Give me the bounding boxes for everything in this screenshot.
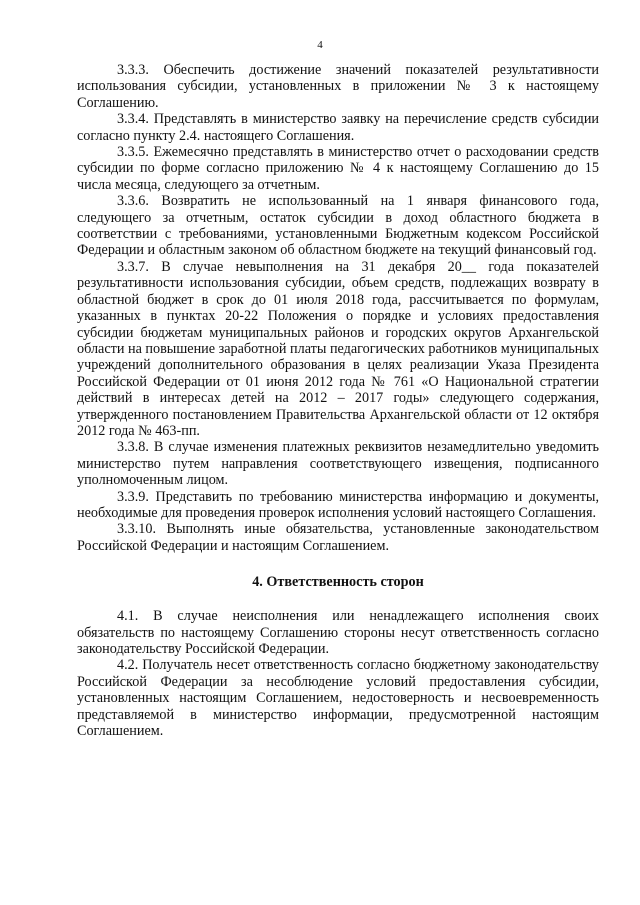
clause-3-3-10: 3.3.10. Выполнять иные обязательства, установленные законодательством Российской Федерации и настоящим Соглашением.	[77, 521, 599, 554]
document-body	[77, 62, 599, 739]
clause-3-3-7: 3.3.7. В случае невыполнения на 31 декабря 20__ года показателей результативности использования субсидии, объем средств, подлежащих возврату в областной бюджет в срок до 01 июля 2018 года, рассчитывается по формулам, указанных в пунктах 20-22 Положения о порядке и условиях предоставления субсидии бюджетам муниципальных районов и городских округов Архангельской области на повышение заработной платы педагогических работников муниципальных учреждений дополнительного образования в целях реализации Указа Президента Российской Федерации от 01 июня 2012 года № 761 «О Национальной стратегии действий в интересах детей на 2012 – 2017 годы» следующего содержания, утвержденного постановлением Правительства Архангельской области от 12 октября 2012 года № 463-пп.	[77, 258, 599, 439]
clause-3-3-5: 3.3.5. Ежемесячно представлять в министерство отчет о расходовании средств субсидии по форме согласно приложению № 4 к настоящему Соглашению до 15 числа месяца, следующего за отчетным.	[77, 144, 599, 193]
clause-4-1: 4.1. В случае неисполнения или ненадлежащего исполнения своих обязательств по настоящему Соглашению стороны несут ответственность согласно законодательству Российской Федерации.	[77, 608, 599, 657]
clause-3-3-6: 3.3.6. Возвратить не использованный на 1 января финансового года, следующего за отчетным, остаток субсидии в доход областного бюджета в соответствии с требованиями, установленными Бюджетным кодексом Российской Федерации и областным законом об областном бюджете на текущий финансовый год.	[77, 193, 599, 259]
page-number: 4	[317, 39, 323, 51]
clause-3-3-9: 3.3.9. Представить по требованию министерства информацию и документы, необходимые для проведения проверок исполнения условий настоящего Соглашения.	[77, 488, 599, 521]
clause-3-3-8: 3.3.8. В случае изменения платежных реквизитов незамедлительно уведомить министерство путем направления соответствующего извещения, подписанного уполномоченным лицом.	[77, 439, 599, 489]
clause-4-2: 4.2. Получатель несет ответственность согласно бюджетному законодательству Российской Федерации за несоблюдение условий предоставления субсидии, установленных настоящим Соглашением, недостоверность и несвоевременность представляемой в министерство информации, предусмотренной настоящим Соглашением.	[77, 657, 599, 740]
clause-3-3-3: 3.3.3. Обеспечить достижение значений показателей результативности использования субсидии, установленных в приложении № 3 к настоящему Соглашению.	[77, 62, 599, 111]
clause-3-3-4: 3.3.4. Представлять в министерство заявку на перечисление средств субсидии согласно пункту 2.4. настоящего Соглашения.	[77, 111, 599, 144]
section-heading-responsibility: 4. Ответственность сторон	[252, 574, 424, 591]
